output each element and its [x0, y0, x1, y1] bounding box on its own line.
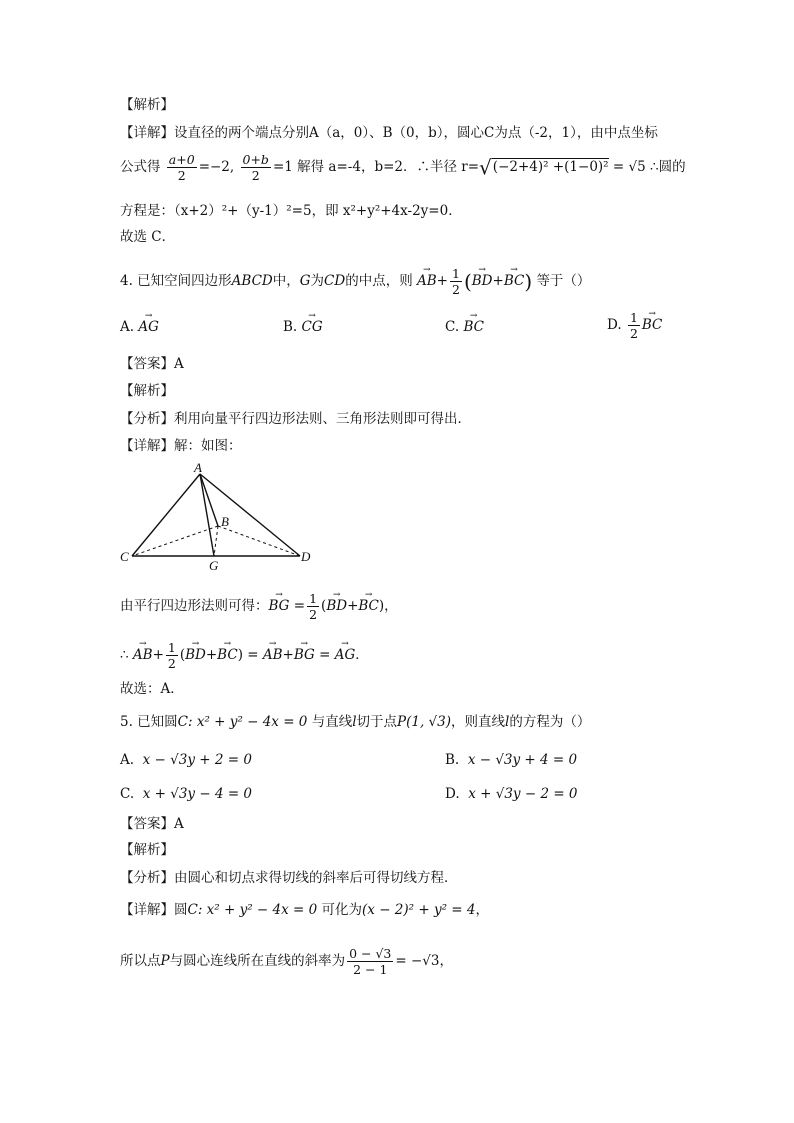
q4-detail: 【详解】解：如图：: [120, 438, 242, 454]
plus: +: [492, 273, 504, 289]
q4-var: CD: [324, 273, 346, 289]
q5-answer: 【答案】A: [120, 816, 184, 832]
option-equation: x + √3y − 2 = 0: [468, 786, 578, 802]
option-vector: → BC: [642, 316, 663, 334]
q4-text: 由平行四边形法则可得：: [120, 598, 269, 614]
plus: +: [152, 647, 164, 663]
q5-var: C: [177, 714, 189, 730]
q5-detail: [120, 901, 489, 919]
q5-jiexi: 【解析】: [120, 842, 174, 858]
q4-analysis: 【分析】利用向量平行四边形法则、三角形法则即可得出．: [120, 411, 471, 427]
vector-bd: → BD: [472, 272, 493, 290]
vector-bd: → BD: [185, 646, 206, 664]
therefore: ∴: [120, 647, 129, 663]
frac-num: 0+b: [242, 152, 269, 167]
slope-frac: [347, 946, 393, 977]
q5-text: 5. 已知圆: [120, 714, 178, 730]
option-label: C.: [445, 319, 460, 335]
q5-text: 所以点: [120, 953, 161, 969]
q4-text: 中，: [272, 273, 300, 289]
q4-var: G: [299, 273, 311, 289]
q5-equation: : x² + y² − 4x = 0: [188, 714, 308, 730]
option-vector: → AG: [138, 318, 159, 336]
radical-sign: √: [479, 155, 492, 180]
frac-den: 2: [177, 168, 186, 183]
option-equation: x + √3y − 4 = 0: [142, 786, 253, 802]
option-label: A.: [120, 752, 135, 768]
q4-option-d: [607, 310, 662, 341]
plus: +: [436, 273, 448, 289]
option-label: C.: [120, 786, 135, 802]
q5-equation: (x − 2)² + y² = 4: [362, 902, 476, 918]
q4-stem: [120, 266, 590, 297]
q3-detail-line3: 方程是：（x+2）²+（y-1）²=5，即 x²+y²+4x-2y=0．: [120, 203, 462, 219]
tetrahedron-figure: [110, 460, 330, 575]
vector-bg: → BG: [269, 597, 290, 615]
frac-den: 2: [167, 656, 176, 671]
frac-den: 2: [309, 607, 318, 622]
q5-text: 与直线: [311, 714, 353, 730]
vector-ag: → AG: [335, 646, 356, 664]
q3-text: 公式得: [120, 159, 161, 175]
frac-num: 1: [451, 266, 460, 281]
q5-option-c: [120, 785, 252, 803]
option-label: B.: [283, 319, 298, 335]
q5-text: 的方程为（）: [509, 714, 591, 730]
frac-den: 2 − 1: [353, 962, 388, 977]
q3-eq: =1: [272, 159, 293, 175]
half-frac: [166, 640, 178, 671]
vector-bd: → BD: [326, 597, 347, 615]
vector-bc: → BC: [358, 597, 379, 615]
frac-num: 1: [167, 640, 176, 655]
q5-text: ，: [475, 902, 489, 918]
option-label: D.: [607, 317, 622, 333]
half-frac: [450, 266, 462, 297]
vector-ab: → AB: [263, 646, 283, 664]
frac-den: 2: [629, 326, 638, 341]
q5-text: 切于点: [356, 714, 398, 730]
q4-option-c: [445, 318, 484, 336]
q4-step1: 由平行四边形法则可得：→ BG = $\frac{1}{2}$ (→ BD+→ BC)，: [120, 591, 398, 622]
q3-jiexi: 【解析】: [120, 97, 174, 113]
q5-option-b: [445, 751, 577, 769]
q3-text: 解得 a=-4，b=2．∴半径 r=: [297, 159, 480, 175]
q5-text: 【详解】圆: [120, 902, 188, 918]
plus: +: [282, 647, 294, 663]
q4-option-a: [120, 318, 159, 336]
q5-text: ，则直线: [451, 714, 506, 730]
q4-var: ABCD: [231, 273, 273, 289]
q5-text: 与圆心连线所在直线的斜率为: [169, 953, 346, 969]
vector-bg: → BG: [294, 646, 315, 664]
option-label: A.: [120, 319, 135, 335]
q5-slope: [120, 946, 453, 977]
q3-detail-line2: [120, 152, 686, 183]
q3-detail-line1: 【详解】设直径的两个端点分别A（a，0）、B（0，b），圆心C为点（-2，1），由中点坐标: [120, 125, 658, 141]
q4-text: 为: [310, 273, 325, 289]
q5-option-d: [445, 785, 578, 803]
frac-den: 2: [451, 282, 460, 297]
q4-answer: 【答案】A: [120, 356, 184, 372]
half-frac: [307, 591, 319, 622]
option-vector: → CG: [302, 318, 323, 336]
q4-text: 的中点，则: [345, 273, 413, 289]
q5-var: C: [187, 902, 198, 918]
q3-frac-a: [167, 152, 197, 183]
label-b: B: [221, 514, 229, 529]
option-equation: x − √3y + 2 = 0: [142, 752, 252, 768]
q3-text: = √5 ∴圆的: [612, 159, 686, 175]
q3-guxuan: 故选 C．: [120, 229, 176, 245]
plus: +: [205, 647, 218, 663]
q5-var: l: [505, 714, 510, 730]
label-a: A: [194, 460, 202, 475]
vector-ab: → AB: [133, 646, 153, 664]
paren: ): [524, 269, 533, 294]
half-frac: [628, 310, 640, 341]
frac-num: 0 − √3: [349, 946, 392, 961]
edge-bd-dashed: [218, 526, 300, 556]
frac-num: 1: [309, 591, 318, 606]
option-label: B.: [445, 752, 460, 768]
option-label: D.: [445, 786, 460, 802]
option-vector: → BC: [463, 318, 484, 336]
vector-ab: → AB: [417, 272, 437, 290]
q4-step2: ∴ → AB+ $\frac{1}{2}$ (→ BD+→ BC) = → AB+→ BG = → AG．: [120, 640, 369, 671]
q3-frac-b: [241, 152, 271, 183]
q5-point: P(1, √3): [397, 714, 452, 730]
q5-stem: [120, 713, 590, 731]
q5-var: P: [160, 953, 170, 969]
q5-option-a: [120, 751, 252, 769]
frac-num: a+0: [168, 152, 195, 167]
q4-text: 4. 已知空间四边形: [120, 273, 232, 289]
label-g: G: [209, 558, 219, 573]
q3-eq: =−2,: [198, 159, 235, 175]
option-equation: x − √3y + 4 = 0: [467, 752, 578, 768]
q5-equation: : x² + y² − 4x = 0: [197, 902, 318, 918]
vector-bc: → BC: [504, 272, 525, 290]
frac-num: 1: [629, 310, 638, 325]
edge-ag: [200, 474, 214, 556]
q5-text: = −√3，: [395, 953, 453, 969]
plus: +: [347, 598, 359, 614]
label-d: D: [301, 549, 311, 564]
vector-bc: → BC: [217, 646, 238, 664]
label-c: C: [120, 549, 129, 564]
q4-jiexi: 【解析】: [120, 383, 174, 399]
q4-option-b: [283, 318, 323, 336]
q3-radicand: (−2+4)² +(1−0)²: [492, 159, 609, 175]
q4-text: 等于（）: [536, 273, 591, 289]
q4-guxuan: 故选：A．: [120, 681, 184, 697]
edge-bg-dashed: [214, 526, 218, 556]
q5-var: l: [352, 714, 357, 730]
q5-analysis: 【分析】由圆心和切点求得切线的斜率后可得切线方程．: [120, 870, 458, 886]
frac-den: 2: [251, 168, 260, 183]
q5-text: 可化为: [321, 902, 363, 918]
edge-ad: [200, 474, 300, 556]
paren: (: [463, 269, 472, 294]
